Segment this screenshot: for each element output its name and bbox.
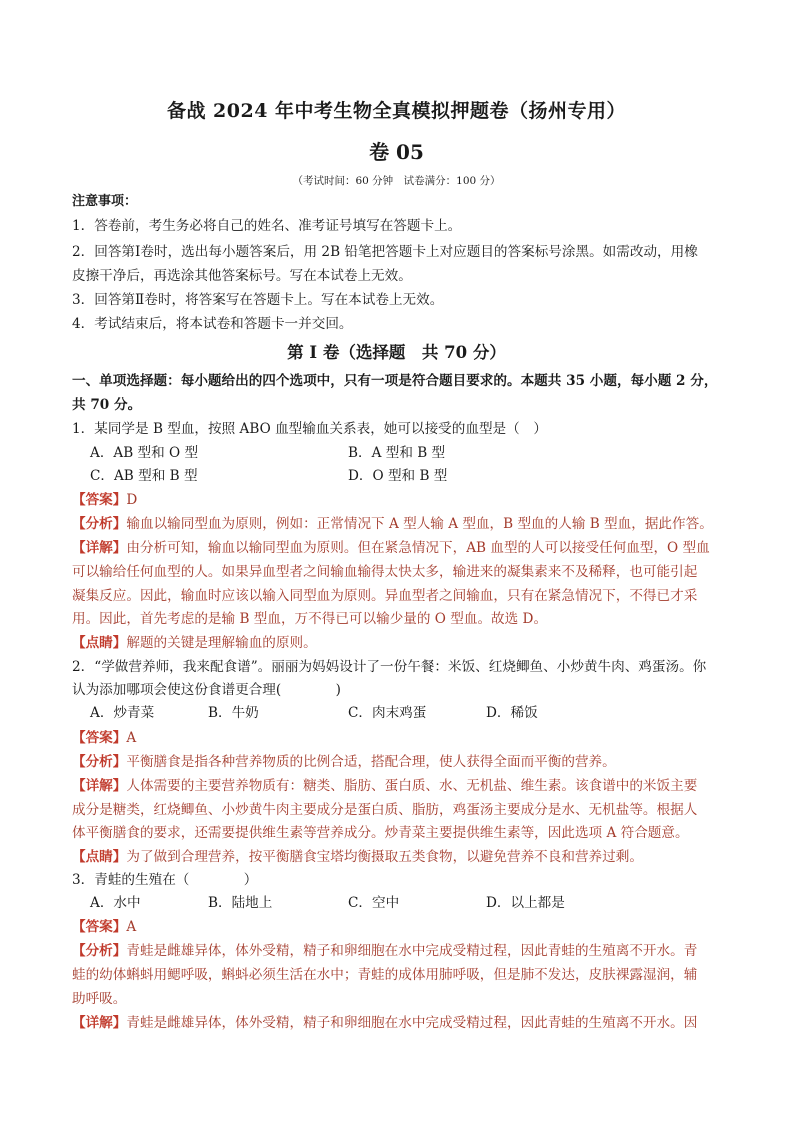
analysis-text: 输血以输同型血为原则，例如：正常情况下 A 型人输 A 型血，B 型血的人输 B 型血，据此作答。 bbox=[126, 516, 713, 532]
q2-answer bbox=[72, 726, 727, 750]
q1-answer bbox=[72, 488, 727, 512]
notes-heading: 注意事项： bbox=[72, 194, 138, 209]
key-text: 为了做到合理营养，按平衡膳食宝塔均衡摄取五类食物，以避免营养不良和营养过剩。 bbox=[126, 849, 643, 865]
q3-analysis-cont: 助呼吸。 bbox=[72, 991, 127, 1007]
question-2-stem: 认为添加哪项会使这份食谱更合理( ) bbox=[72, 682, 341, 698]
q1-analysis bbox=[72, 512, 727, 536]
detail-label: 【详解】 bbox=[72, 1015, 127, 1031]
answer-label: 【答案】 bbox=[72, 919, 127, 935]
analysis-text: 平衡膳食是指各种营养物质的比例合适，搭配合理，使人获得全面而平衡的营养。 bbox=[126, 754, 616, 770]
detail-text: 由分析可知，输血以输同型血为原则。但在紧急情况下，AB 血型的人可以接受任何血型，O 型血 bbox=[126, 540, 710, 556]
notes-item: 1．答卷前，考生务必将自己的姓名、准考证号填写在答题卡上。 bbox=[72, 218, 462, 234]
q2-option-b: B．牛奶 bbox=[208, 705, 259, 721]
analysis-label: 【分析】 bbox=[72, 943, 127, 959]
detail-text: 人体需要的主要营养物质有：糖类、脂肪、蛋白质、水、无机盐、维生素。该食谱中的米饭主要 bbox=[126, 778, 698, 794]
notes-item: 2．回答第Ⅰ卷时，选出每小题答案后，用 2B 铅笔把答题卡上对应题目的答案标号涂黑。如需改动，用橡 bbox=[72, 244, 698, 260]
q1-key bbox=[72, 631, 727, 655]
q2-detail bbox=[72, 774, 727, 798]
key-label: 【点睛】 bbox=[72, 635, 127, 651]
q3-option-b: B．陆地上 bbox=[208, 895, 273, 911]
analysis-label: 【分析】 bbox=[72, 516, 127, 532]
q1-detail bbox=[72, 536, 727, 560]
exam-info: （考试时间：60 分钟 试卷满分：100 分） bbox=[292, 175, 501, 187]
notes-item: 皮擦干净后，再选涂其他答案标号。写在本试卷上无效。 bbox=[72, 268, 412, 284]
q1-option-d: D．O 型和 B 型 bbox=[348, 468, 448, 484]
answer-label: 【答案】 bbox=[72, 492, 127, 508]
question-3-stem: 3．青蛙的生殖在（ ） bbox=[72, 872, 258, 888]
q1-detail-cont: 凝集反应。因此，输血时应该以输入同型血为原则。异血型者之间输血，只有在紧急情况下，不得已才采 bbox=[72, 588, 698, 604]
notes-item: 4．考试结束后，将本试卷和答题卡一并交回。 bbox=[72, 316, 353, 332]
q2-key bbox=[72, 845, 727, 869]
analysis-text: 青蛙是雌雄异体，体外受精，精子和卵细胞在水中完成受精过程，因此青蛙的生殖离不开水。青 bbox=[126, 943, 698, 959]
question-1-stem: 1．某同学是 B 型血，按照 ABO 血型输血关系表，她可以接受的血型是（ ） bbox=[72, 421, 547, 437]
section-intro: 共 70 分。 bbox=[72, 397, 142, 413]
detail-label: 【详解】 bbox=[72, 778, 127, 794]
section-title: 第 I 卷（选择题 共 70 分） bbox=[287, 343, 506, 362]
answer-label: 【答案】 bbox=[72, 730, 127, 746]
detail-label: 【详解】 bbox=[72, 540, 127, 556]
q2-detail-cont: 成分是糖类，红烧鲫鱼、小炒黄牛肉主要成分是蛋白质、脂肪，鸡蛋汤主要成分是水、无机盐等。根据人 bbox=[72, 802, 698, 818]
q2-detail-cont: 体平衡膳食的要求，还需要提供维生素等营养成分。炒青菜主要提供维生素等，因此选项 A 符合题意。 bbox=[72, 825, 689, 841]
document-subtitle: 卷 05 bbox=[369, 140, 424, 164]
q2-option-a: A．炒青菜 bbox=[90, 705, 155, 721]
q3-option-c: C．空中 bbox=[348, 895, 400, 911]
key-text: 解题的关键是理解输血的原则。 bbox=[126, 635, 317, 651]
q1-option-b: B．A 型和 B 型 bbox=[348, 445, 446, 461]
key-label: 【点睛】 bbox=[72, 849, 127, 865]
detail-text: 青蛙是雌雄异体，体外受精，精子和卵细胞在水中完成受精过程，因此青蛙的生殖离不开水。因 bbox=[126, 1015, 698, 1031]
q3-analysis-cont: 蛙的幼体蝌蚪用鳃呼吸，蝌蚪必须生活在水中；青蛙的成体用肺呼吸，但是肺不发达，皮肤裸露湿润，辅 bbox=[72, 967, 698, 983]
document-title: 备战 2024 年中考生物全真模拟押题卷（扬州专用） bbox=[166, 100, 627, 122]
q2-analysis bbox=[72, 750, 727, 774]
question-2-stem: 2．“学做营养师，我来配食谱”。丽丽为妈妈设计了一份午餐：米饭、红烧鲫鱼、小炒黄牛肉、鸡蛋汤。你 bbox=[72, 659, 707, 675]
q3-answer bbox=[72, 915, 727, 939]
q3-option-d: D．以上都是 bbox=[486, 895, 565, 911]
notes-item: 3．回答第Ⅱ卷时，将答案写在答题卡上。写在本试卷上无效。 bbox=[72, 292, 444, 308]
q1-option-c: C．AB 型和 B 型 bbox=[90, 468, 198, 484]
analysis-label: 【分析】 bbox=[72, 754, 127, 770]
answer-value: D bbox=[126, 492, 138, 508]
q1-option-a: A．AB 型和 O 型 bbox=[90, 445, 199, 461]
q3-option-a: A．水中 bbox=[90, 895, 141, 911]
q3-detail bbox=[72, 1011, 727, 1035]
q2-option-c: C．肉末鸡蛋 bbox=[348, 705, 427, 721]
answer-value: A bbox=[126, 730, 137, 746]
section-intro: 一、单项选择题：每小题给出的四个选项中，只有一项是符合题目要求的。本题共 35 小题，每小题 2 分， bbox=[72, 373, 718, 389]
q3-analysis bbox=[72, 939, 727, 963]
q1-detail-cont: 用。因此，首先考虑的是输 B 型血，万不得已可以输少量的 O 型血。故选 D。 bbox=[72, 611, 548, 627]
q1-detail-cont: 可以输给任何血型的人。如果异血型者之间输血输得太快太多，输进来的凝集素来不及稀释，也可能引起 bbox=[72, 564, 698, 580]
answer-value: A bbox=[126, 919, 137, 935]
q2-option-d: D．稀饭 bbox=[486, 705, 538, 721]
